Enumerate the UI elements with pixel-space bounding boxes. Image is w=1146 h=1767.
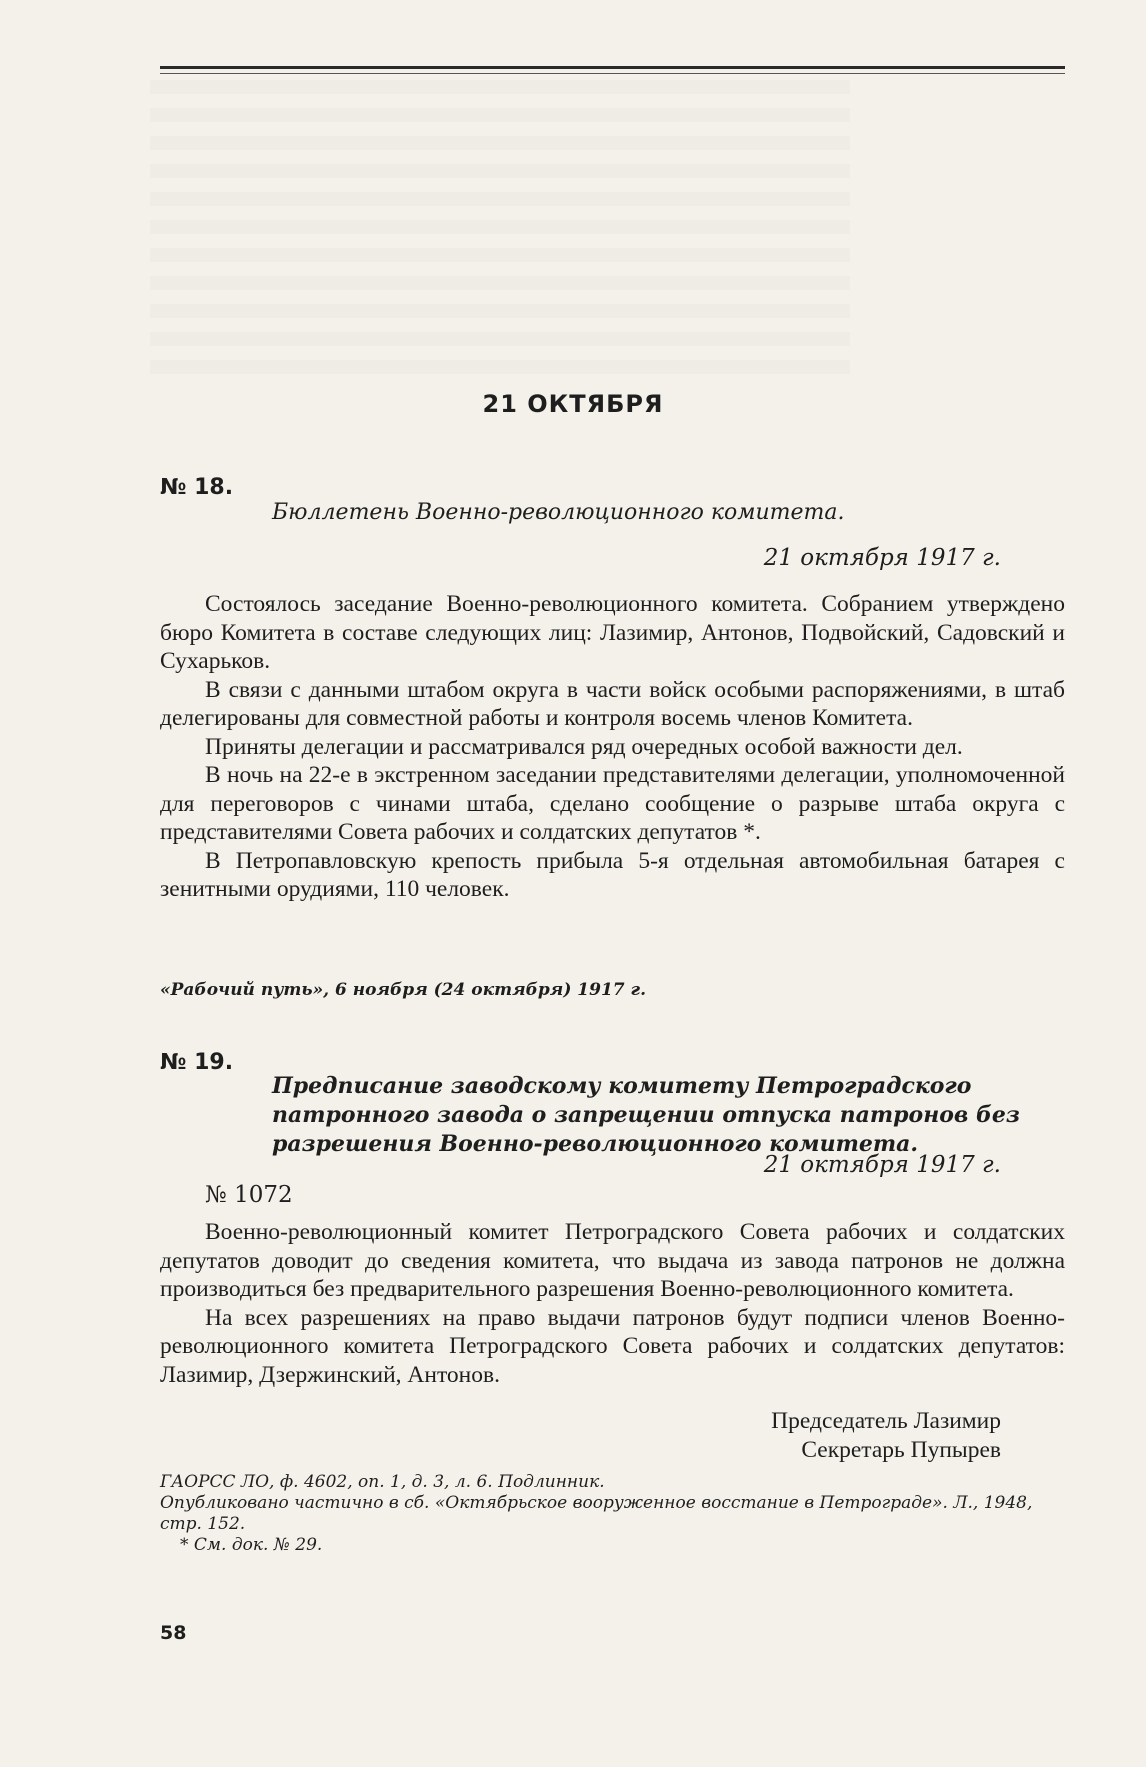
doc19-date: 21 октября 1917 г.	[763, 1152, 1001, 1178]
doc18-paragraph: Приняты делегации и рассматривался ряд очередных особой важности дел.	[205, 733, 963, 760]
doc19-number: № 19.	[160, 1050, 234, 1075]
doc18-title: Бюллетень Военно-революционного комитета.	[272, 500, 845, 525]
doc18-source: «Рабочий путь», 6 ноября (24 октября) 1917 г.	[160, 980, 646, 1000]
section-heading: 21 ОКТЯБРЯ	[482, 390, 664, 418]
footnote: * См. док. № 29.	[180, 1535, 323, 1555]
signature-chairman: Председатель Лазимир	[771, 1408, 1001, 1434]
doc18-paragraph: В ночь на 22-е в экстренном заседании представителями делегации, уполномоченной для переговоров с чинами штаба, сделано сообщение о разрыве штаба округа с представителями Совета рабочих и солдатских депутатов *.	[160, 762, 1065, 845]
doc18-paragraph: Состоялось заседание Военно-революционного комитета. Собранием утверждено бюро Комитета в составе следующих лиц: Лазимир, Антонов, Подвойский, Садовский и Сухарьков.	[160, 591, 1065, 674]
page-number: 58	[160, 1622, 187, 1644]
archive-reference: ГАОРСС ЛО, ф. 4602, оп. 1, д. 3, л. 6. Подлинник.	[160, 1472, 605, 1492]
publication-note: Опубликовано частично в сб. «Октябрьское вооруженное восстание в Петрограде». Л., 1948, стр. 152.	[160, 1493, 1033, 1534]
signature-secretary: Секретарь Пупырев	[801, 1437, 1001, 1463]
doc19-archive-notes	[160, 1472, 1065, 1556]
doc18-paragraph: В связи с данными штабом округа в части войск особыми распоряжениями, в штаб делегированы для совместной работы и контроля восемь членов Комитета.	[160, 676, 1065, 731]
top-rule-thin	[160, 73, 1065, 74]
doc18-paragraph: В Петропавловскую крепость прибыла 5-я отдельная автомобильная батарея с зенитными орудиями, 110 человек.	[160, 847, 1065, 902]
show-through-texture	[150, 80, 850, 380]
doc19-reg-number: № 1072	[205, 1182, 293, 1208]
doc18-date: 21 октября 1917 г.	[763, 545, 1001, 571]
doc19-signatures	[771, 1407, 1001, 1465]
doc19-title: Предписание заводскому комитету Петроградского патронного завода о запрещении отпуска патронов без разрешения Военно-революционного комитета.	[272, 1073, 1020, 1157]
doc19-body	[160, 1218, 1065, 1389]
doc19-paragraph: На всех разрешениях на право выдачи патронов будут подписи членов Военно-революционного комитета Петроградского Совета рабочих и солдатских депутатов: Лазимир, Дзержинский, Антонов.	[160, 1304, 1065, 1388]
top-rule	[160, 66, 1065, 69]
doc18-number: № 18.	[160, 475, 234, 500]
doc18-body	[160, 590, 1065, 904]
doc19-paragraph: Военно-революционный комитет Петроградского Совета рабочих и солдатских депутатов доводит до сведения комитета, что выдача из завода патронов не должна производиться без предварительного разрешения Военно-революционного комитета.	[160, 1219, 1065, 1302]
